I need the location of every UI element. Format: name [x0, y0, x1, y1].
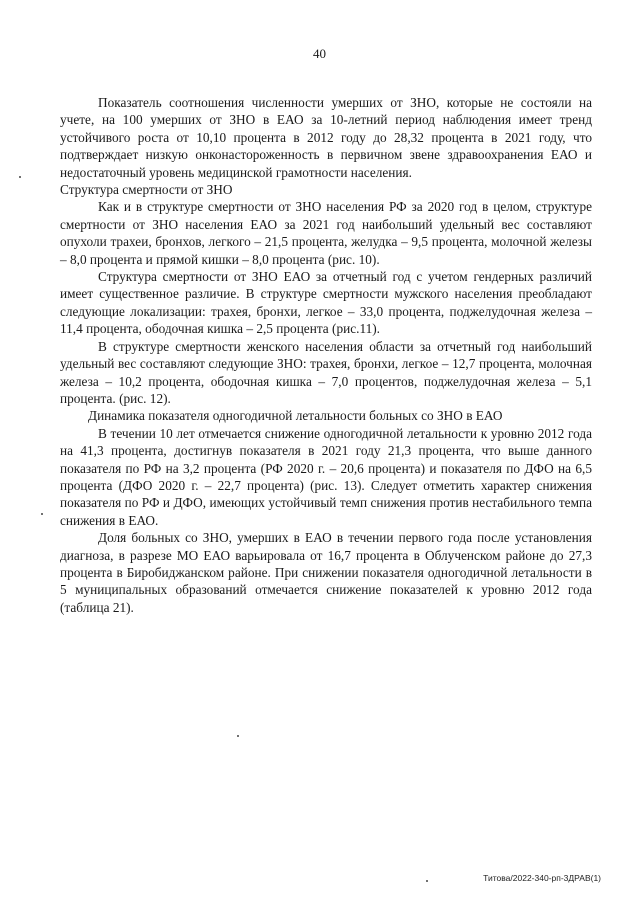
paragraph: В течении 10 лет отмечается снижение одногодичной летальности к уровню 2012 года на 41,3 процента, достигнув показателя в 2021 году 21,3 процента, что выше данного показателя по РФ на 3,2 процента (РФ 2020 г. – 20,6 процента) и показателя по ДФО на 6,5 процента (ДФО 2020 г. – 22,7 процента) (рис. 13). Следует отметить характер снижения показателя по РФ и ДФО, имеющих устойчивый темп снижения против нестабильного темпа снижения в ЕАО.: [60, 425, 592, 528]
section-heading: Динамика показателя одногодичной летальности больных со ЗНО в ЕАО: [88, 408, 503, 424]
scan-speck: [237, 735, 239, 737]
paragraph: В структуре смертности женского населения области за отчетный год наибольший удельный вес составляют следующие ЗНО: трахея, бронхи, легкое – 12,7 процента, молочная железа – 10,2 процента, ободочная кишка – 7,0 процентов, поджелудочная железа – 5,1 процента. (рис. 12).: [60, 338, 592, 406]
scan-speck: [426, 880, 428, 882]
document-body: [60, 94, 592, 616]
paragraph: Показатель соотношения численности умерших от ЗНО, которые не состояли на учете, на 100 умерших от ЗНО в ЕАО за 10-летний период наблюдения имеет тренд устойчивого роста от 10,10 процента в 2012 году до 28,32 процента в 2021 году, что подтверждает низкую онконастороженность в первичном звене здравоохранения ЕАО и недостаточный уровень медицинской грамотности населения.: [60, 95, 592, 180]
page-number: 40: [313, 46, 326, 61]
section-heading: Структура смертности от ЗНО: [60, 182, 233, 198]
paragraph: Как и в структуре смертности от ЗНО населения РФ за 2020 год в целом, структуре смертности от ЗНО населения ЕАО за 2021 год наибольший удельный вес составляют опухоли трахеи, бронхов, легкого – 21,5 процента, желудка – 9,5 процента, молочной железы – 8,0 процента и прямой кишки – 8,0 процента (рис. 10).: [60, 199, 592, 267]
scan-speck: [19, 176, 21, 178]
paragraph: Структура смертности от ЗНО ЕАО за отчетный год с учетом гендерных различий имеет существенное различие. В структуре смертности мужского населения преобладают следующие локализации: трахея, бронхи, легкое – 33,0 процента, поджелудочная железа – 11,4 процента, ободочная кишка – 2,5 процента (рис.11).: [60, 269, 592, 337]
scan-speck: [41, 513, 43, 515]
paragraph: Доля больных со ЗНО, умерших в ЕАО в течении первого года после установления диагноза, в разрезе МО ЕАО варьировала от 16,7 процента в Облученском районе до 27,3 процента в Биробиджанском районе. При снижении показателя одногодичной летальности в 5 муниципальных образований отмечается снижение показателей к уровню 2012 года (таблица 21).: [60, 530, 592, 615]
footer-document-code: Титова/2022-340-рп-3ДРАВ(1): [483, 873, 601, 883]
